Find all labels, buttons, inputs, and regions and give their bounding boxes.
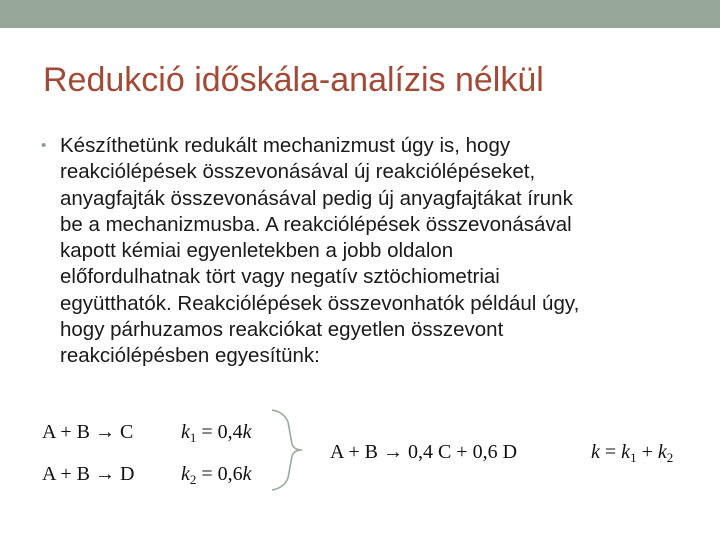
rate-symbol: k	[181, 463, 190, 485]
bullet-dot-icon: •	[41, 137, 47, 154]
sum-lhs: k	[591, 441, 600, 463]
rate-value: = 0,6	[201, 463, 243, 485]
slide-title: Redukció időskála-analízis nélkül	[43, 61, 544, 99]
rate-constant-1	[181, 420, 252, 444]
merge-brace-icon	[270, 408, 306, 492]
bullet-line: kapott kémiai egyenletekben a jobb oldalon	[60, 239, 454, 263]
sum-eq: =	[604, 441, 617, 463]
reaction-1: A + B → C	[42, 421, 134, 443]
rate-factor: k	[242, 421, 252, 443]
sum-index: 2	[666, 450, 674, 465]
sum-index: 1	[630, 450, 637, 465]
bullet-line: Készíthetünk redukált mechanizmust úgy is, hogy	[60, 134, 511, 157]
rate-symbol: k	[181, 421, 190, 443]
bullet-line: reakciólépések összevonásával új reakciólépéseket,	[60, 160, 536, 184]
rate-index: 1	[189, 430, 197, 445]
rate-value: = 0,4	[201, 421, 243, 443]
sum-term: k	[657, 441, 667, 463]
sum-plus: +	[641, 441, 653, 463]
rate-index: 2	[189, 472, 197, 487]
rate-factor: k	[242, 463, 252, 485]
bullet-line: hogy párhuzamos reakciókat egyetlen összevont	[60, 318, 504, 342]
top-decor-bar	[0, 0, 720, 28]
bullet-line: reakciólépésben egyesítünk:	[60, 344, 320, 368]
reaction-2: A + B → D	[42, 463, 135, 485]
bullet-line: anyagfajták összevonásával pedig új anyagfajtákat írunk	[60, 186, 573, 210]
bullet-line: be a mechanizmusba. A reakciólépések összevonásával	[60, 212, 572, 236]
bullet-line: együtthatók. Reakciólépések összevonhatók például úgy,	[60, 291, 580, 315]
bullet-paragraph	[41, 133, 681, 370]
rate-constant-2	[181, 462, 252, 486]
rate-sum	[591, 440, 673, 464]
bullet-line: előfordulhatnak tört vagy negatív sztöchiometriai	[60, 265, 500, 289]
combined-reaction: A + B → 0,4 C + 0,6 D	[330, 441, 518, 463]
sum-term: k	[621, 441, 631, 463]
